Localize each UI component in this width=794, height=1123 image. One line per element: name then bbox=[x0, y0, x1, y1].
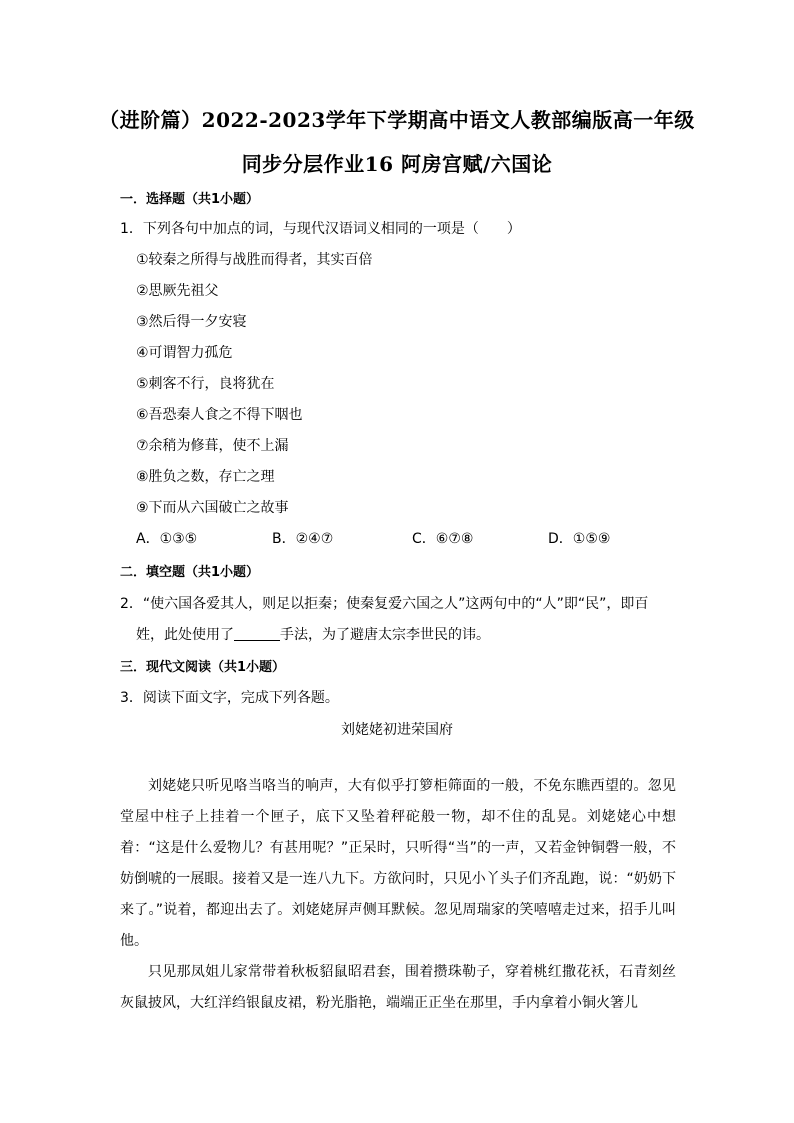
question-1-item: ③然后得一夕安寝 bbox=[136, 314, 247, 330]
question-2-line1: 2．“使六国各爱其人，则足以拒秦；使秦复爱六国之人”这两句中的“人”即“民”，即百 bbox=[120, 596, 649, 612]
question-1-stem: 1．下列各句中加点的词，与现代汉语词义相同的一项是（ ） bbox=[120, 221, 521, 237]
question-2-text-a: 姓，此处使用了 bbox=[136, 627, 234, 643]
question-1-item: ②思厥先祖父 bbox=[136, 283, 219, 299]
document-title-line1: （进阶篇）2022-2023学年下学期高中语文人教部编版高一年级 bbox=[99, 108, 695, 132]
question-1-item: ⑦余稍为修葺，使不上漏 bbox=[136, 438, 289, 454]
question-3-stem: 3．阅读下面文字，完成下列各题。 bbox=[120, 690, 339, 706]
choice-c[interactable]: C．⑥⑦⑧ bbox=[412, 531, 474, 547]
question-2-text-b: 手法，为了避唐太宗李世民的讳。 bbox=[280, 627, 490, 643]
section3-heading: 三．现代文阅读（共1小题） bbox=[120, 660, 286, 675]
question-2-line2 bbox=[136, 624, 490, 644]
choice-d[interactable]: D．①⑤⑨ bbox=[548, 531, 611, 547]
passage-paragraph-1: 刘姥姥只听见咯当咯当的响声，大有似乎打箩柜筛面的一般，不免东瞧西望的。忽见堂屋中柱子上挂着一个匣子，底下又坠着秤砣般一物，却不住的乱晃。刘姥姥心中想着：“这是什么爱物儿？有甚用呢？”正呆时，只听得“当”的一声，又若金钟铜磬一般，不妨倒唬的一展眼。接着又是一连八九下。方欲问时，只见小丫头子们齐乱跑，说：“奶奶下来了。”说着，都迎出去了。刘姥姥屏声侧耳默候。忽见周瑞家的笑嘻嘻走过来，招手儿叫他。 bbox=[120, 778, 676, 949]
section1-heading: 一．选择题（共1小题） bbox=[120, 192, 260, 207]
question-1-item: ⑧胜负之数，存亡之理 bbox=[136, 469, 275, 485]
answer-blank[interactable] bbox=[234, 626, 280, 641]
question-1-item: ⑤刺客不行，良将犹在 bbox=[136, 376, 275, 392]
document-title-line2: 同步分层作业16 阿房宫赋/六国论 bbox=[241, 152, 553, 176]
passage-title: 刘姥姥初进荣国府 bbox=[341, 722, 453, 738]
section2-heading: 二．填空题（共1小题） bbox=[120, 565, 260, 580]
choice-a[interactable]: A．①③⑤ bbox=[136, 531, 198, 547]
question-1-item: ⑥吾恐秦人食之不得下咽也 bbox=[136, 407, 303, 423]
question-1-item: ⑨下而从六国破亡之故事 bbox=[136, 500, 289, 516]
question-1-item: ④可谓智力孤危 bbox=[136, 345, 233, 361]
choice-b[interactable]: B．②④⑦ bbox=[272, 531, 334, 547]
question-1-item: ①较秦之所得与战胜而得者，其实百倍 bbox=[136, 252, 373, 268]
passage-paragraph-2: 只见那凤姐儿家常带着秋板貂鼠昭君套，围着攒珠勒子，穿着桃红撒花袄，石青刻丝灰鼠披风，大红洋绉银鼠皮裙，粉光脂艳，端端正正坐在那里，手内拿着小铜火箸儿 bbox=[120, 964, 676, 1011]
